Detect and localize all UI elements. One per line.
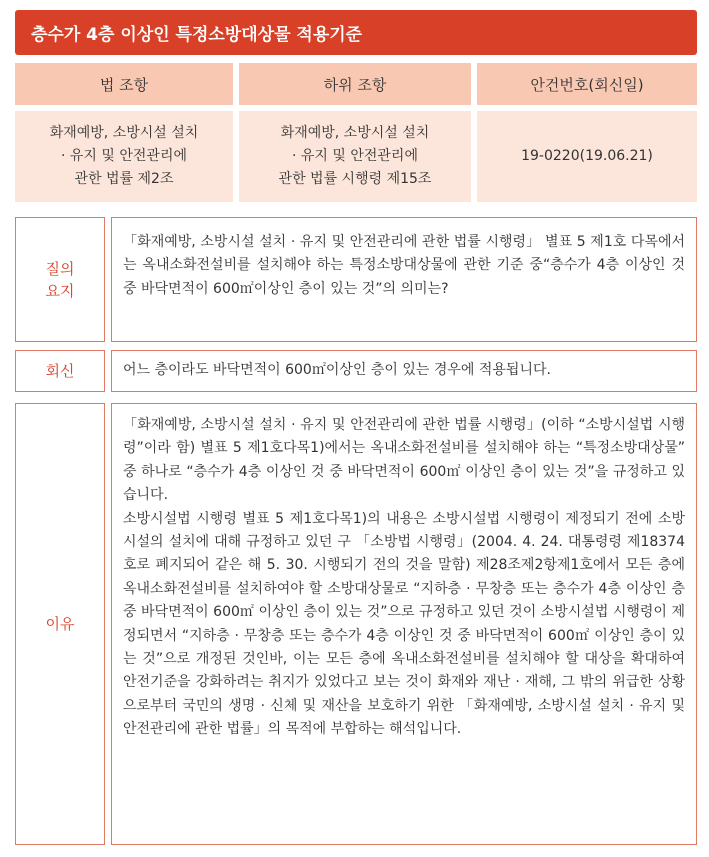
reply-content (111, 350, 697, 392)
law-line-2: · 유지 및 안전관리에 (61, 148, 187, 164)
header-case-number (477, 63, 697, 105)
page-title (15, 10, 697, 55)
law-article-cell (15, 111, 233, 202)
header-sub-article (239, 63, 471, 105)
sub-law-line-1: 화재예방, 소방시설 설치 (280, 125, 430, 141)
question-content (111, 217, 697, 342)
case-number-cell (477, 111, 697, 202)
reply-label: 회신 (45, 362, 75, 380)
header-case-number-label: 안건번호(회신일) (530, 75, 644, 94)
question-text: 「화재예방, 소방시설 설치 · 유지 및 안전관리에 관한 법률 시행령」 별표 5 제1호 다목에서는 옥내소화전설비를 설치해야 하는 특정소방대상물에 관한 기준 중“층수가 4층 이상인 것 중 바닥면적이 600㎡이상인 층이 있는 것”의 의미는? (123, 234, 685, 297)
header-law-article-label: 법 조항 (99, 75, 149, 94)
question-label-box (15, 217, 105, 342)
header-sub-article-label: 하위 조항 (323, 75, 387, 94)
header-law-article (15, 63, 233, 105)
reason-content (111, 403, 697, 845)
reason-paragraph-1: 「화재예방, 소방시설 설치 · 유지 및 안전관리에 관한 법률 시행령」(이하 “소방시설법 시행령”이라 함) 별표 5 제1호다목1)에서는 옥내소화전설비를 설치해야 하는 “특정소방대상물” 중 하나로 “층수가 4층 이상인 것 중 바닥면적이 600㎡ 이상인 층이 있는 것”을 규정하고 있습니다. (123, 417, 685, 504)
law-line-3: 관한 법률 제2조 (74, 171, 174, 187)
sub-law-line-2: · 유지 및 안전관리에 (291, 148, 418, 164)
reason-label-box (15, 403, 105, 845)
question-label-line-2: 요지 (45, 281, 75, 300)
sub-law-line-3: 관한 법률 시행령 제15조 (278, 171, 432, 187)
case-number-value: 19-0220(19.06.21) (521, 148, 653, 164)
law-line-1: 화재예방, 소방시설 설치 (49, 125, 199, 141)
question-label-line-1: 질의 (45, 259, 75, 278)
reply-text: 어느 층이라도 바닥면적이 600㎡이상인 층이 있는 경우에 적용됩니다. (123, 362, 551, 378)
reason-label: 이유 (45, 615, 75, 633)
page-title-text: 층수가 4층 이상인 특정소방대상물 적용기준 (31, 25, 363, 45)
reason-paragraph-2: 소방시설법 시행령 별표 5 제1호다목1)의 내용은 소방시설법 시행령이 제정되기 전에 소방시설의 설치에 대해 규정하고 있던 구 「소방법 시행령」(2004. 4. 24. 대통령령 제18374호로 폐지되어 같은 해 5. 30. 시행되기 전의 것을 말함) 제28조제2항제1호에서 모든 층에 옥내소화전설비를 설치하여야 할 소방대상물로 “지하층 · 무창층 또는 층수가 4층 이상인 층 중 바닥면적이 600㎡ 이상인 층이 있는 것”으로 규정하고 있던 것이 소방시설법 시행령이 제정되면서 “지하층 · 무창층 또는 층수가 4층 이상인 것 중 바닥면적이 600㎡ 이상인 층이 있는 것”으로 개정된 것인바, 이는 모든 층에 옥내소화전설비를 설치해야 할 대상을 확대하여 안전기준을 강화하려는 취지가 있었다고 보는 것이 화재와 재난 · 재해, 그 밖의 위급한 상황으로부터 국민의 생명 · 신체 및 재산을 보호하기 위한 「화재예방, 소방시설 설치 · 유지 및 안전관리에 관한 법률」의 목적에 부합하는 해석입니다. (123, 510, 685, 738)
reply-label-box (15, 350, 105, 392)
sub-article-cell (239, 111, 471, 202)
